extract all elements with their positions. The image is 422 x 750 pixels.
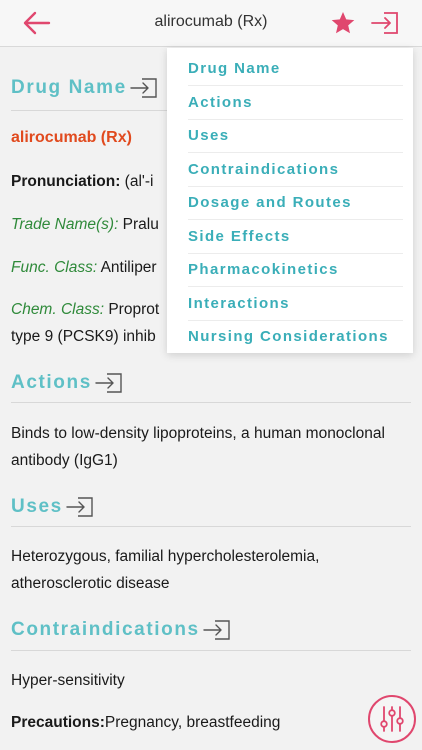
exit-icon[interactable] (370, 10, 400, 36)
chem-class-label: Chem. Class: (11, 301, 105, 318)
precautions-value: Pregnancy, breastfeeding (104, 714, 281, 731)
pronunciation-row (11, 173, 153, 191)
func-class-label: Func. Class: (11, 259, 98, 276)
sliders-icon (370, 697, 414, 741)
page-title: alirocumab (Rx) (154, 13, 268, 30)
menu-item-dosage-and-routes[interactable]: Dosage and Routes (188, 186, 403, 220)
divider (11, 526, 411, 527)
menu-item-pharmacokinetics[interactable]: Pharmacokinetics (188, 253, 403, 287)
chem-class-value-cont: type 9 (PCSK9) inhib (11, 328, 156, 345)
menu-item-drug-name[interactable]: Drug Name (188, 52, 403, 86)
star-icon[interactable] (330, 10, 356, 36)
settings-button[interactable] (368, 695, 416, 743)
trade-name-label: Trade Name(s): (11, 216, 119, 233)
precautions-label: Precautions: (11, 714, 105, 731)
menu-item-uses[interactable]: Uses (188, 119, 403, 153)
jump-to-section-icon[interactable] (65, 496, 95, 518)
drug-name: alirocumab (Rx) (11, 129, 132, 146)
contraindications-text: Hyper-sensitivity (11, 672, 125, 689)
section-heading-label: Actions (11, 372, 92, 393)
pronunciation-value: (al'-i (120, 173, 154, 190)
chem-class-row (11, 301, 159, 319)
divider (11, 402, 411, 403)
jump-to-section-icon[interactable] (94, 372, 124, 394)
section-heading-label: Uses (11, 496, 63, 517)
uses-text: Heterozygous, familial hypercholesterolemia, atherosclerotic disease (11, 548, 320, 592)
menu-item-side-effects[interactable]: Side Effects (188, 220, 403, 254)
chem-class-value: Proprot (104, 301, 160, 318)
jump-to-section-icon[interactable] (129, 77, 159, 99)
section-heading-label: Drug Name (11, 77, 127, 98)
menu-item-interactions[interactable]: Interactions (188, 287, 403, 321)
top-bar (0, 0, 422, 47)
trade-name-row (11, 216, 159, 234)
divider (11, 650, 411, 651)
menu-item-actions[interactable]: Actions (188, 86, 403, 120)
section-heading-drug-name (11, 77, 159, 99)
section-heading-label: Contraindications (11, 619, 200, 640)
func-class-row (11, 259, 157, 277)
jump-to-section-icon[interactable] (202, 619, 232, 641)
menu-item-nursing-considerations[interactable]: Nursing Considerations (188, 328, 389, 345)
section-heading-contraindications (11, 619, 232, 641)
precautions-row (11, 714, 280, 732)
section-menu (167, 48, 413, 353)
trade-name-value: Pralu (118, 216, 159, 233)
pronunciation-label: Pronunciation: (11, 173, 121, 190)
section-heading-uses (11, 496, 95, 518)
func-class-value: Antiliper (97, 259, 157, 276)
menu-item-contraindications[interactable]: Contraindications (188, 153, 403, 187)
actions-text: Binds to low-density lipoproteins, a human monoclonal antibody (IgG1) (11, 425, 385, 469)
section-heading-actions (11, 372, 124, 394)
